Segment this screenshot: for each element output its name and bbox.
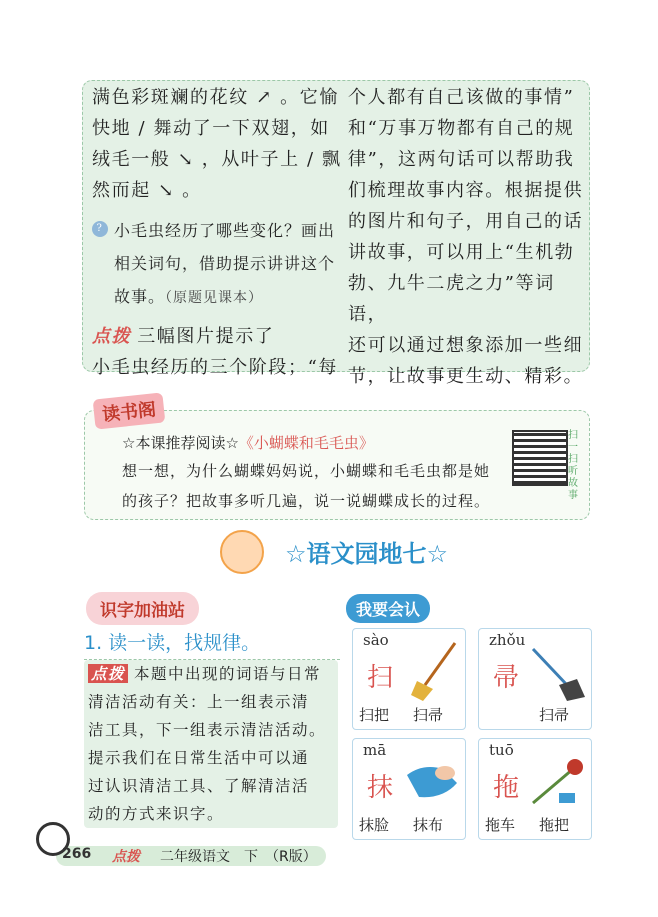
- book-title[interactable]: 《小蝴蝶和毛毛虫》: [238, 434, 374, 452]
- text-line: 们梳理故事内容。根据提供: [348, 180, 584, 201]
- tip-tag: 点拨: [92, 326, 132, 347]
- mop-icon: [529, 757, 587, 807]
- question-line-last: [92, 280, 342, 315]
- subsection-tag: 我要会认: [346, 594, 430, 623]
- char-card-ma: [352, 738, 466, 840]
- tip-line: [92, 321, 342, 352]
- tip-line: 清洁活动有关：上一组表示清: [88, 693, 310, 711]
- tip-line: 提示我们在日常生活中可以通: [88, 749, 310, 767]
- character: 拖: [493, 773, 520, 803]
- qr-code-icon[interactable]: [512, 430, 568, 486]
- word: 拖车: [485, 816, 516, 834]
- right-column: [348, 82, 584, 392]
- question: [92, 214, 342, 247]
- text-line: 勃、九牛二虎之力”等词语，: [348, 273, 555, 325]
- pinyin: tuō: [489, 741, 514, 759]
- pinyin: sào: [363, 631, 389, 649]
- char-card-tuo: [478, 738, 592, 840]
- tip-line: 过认识清洁工具、了解清洁活: [88, 777, 310, 795]
- reading-line: 想一想，为什么蝴蝶妈妈说，小蝴蝶和毛毛虫都是她: [122, 462, 491, 480]
- reading-tag: 读书阁: [93, 392, 166, 429]
- word: 抹布: [413, 816, 444, 834]
- question-icon: ?: [92, 221, 108, 237]
- subsection-tag: 识字加油站: [86, 592, 199, 625]
- question-text: 故事。: [114, 287, 166, 306]
- reading-intro: [122, 432, 374, 453]
- mascot-icon: [220, 530, 264, 574]
- page-number: 266: [62, 846, 92, 862]
- text-line: 节，让故事更生动、精彩。: [348, 366, 584, 387]
- footer-tag: 点拨: [112, 849, 140, 865]
- tip-line: 动的方式来识字。: [88, 805, 225, 823]
- reading-body: [122, 456, 512, 516]
- left-column: [92, 82, 342, 383]
- tip-text: 三幅图片提示了: [137, 326, 275, 347]
- word: 扫帚: [413, 706, 444, 724]
- text-line: 绒毛一般 ↘ ，从叶子上 / 飘: [92, 149, 342, 170]
- dustpan-broom-icon: [529, 645, 587, 703]
- text-line: 还可以通过想象添加一些细: [348, 335, 584, 356]
- character: 抹: [367, 773, 394, 803]
- pinyin: zhǒu: [489, 631, 526, 649]
- text-line: 的图片和句子，用自己的话: [348, 211, 584, 232]
- tip-line: [88, 660, 338, 688]
- text-line: 然而起 ↘ 。: [92, 180, 202, 201]
- tip-line: 小毛虫经历的三个阶段；“每: [92, 357, 339, 378]
- question-line: 小毛虫经历了哪些变化？画出: [114, 221, 336, 240]
- text-line: 个人都有自己该做的事情”: [348, 87, 575, 108]
- footer-book-title: 二年级语文 下 （R版）: [160, 849, 317, 865]
- question-line: 相关词句，借助提示讲讲这个: [114, 254, 336, 273]
- character: 扫: [367, 663, 394, 693]
- tip-text: 本题中出现的词语与日常: [134, 665, 322, 683]
- section-title: ☆语文园地七☆: [285, 540, 449, 568]
- question-note: （原题见课本）: [165, 290, 264, 306]
- text-line: 快地 / 舞动了一下双翅，如: [92, 118, 330, 139]
- char-card-sao: [352, 628, 466, 730]
- text-line: 讲故事，可以用上“生机勃: [348, 242, 575, 263]
- tip-text-block: [88, 660, 338, 828]
- text-line: 律”，这两句话可以帮助我: [348, 149, 575, 170]
- word: 扫把: [359, 706, 390, 724]
- tip-tag: 点拨: [88, 664, 128, 683]
- exercise-heading: 1. 读一读，找规律。: [84, 628, 340, 660]
- tip-line: 洁工具，下一组表示清洁活动。: [88, 721, 327, 739]
- broom-icon: [409, 641, 461, 701]
- cloth-icon: [403, 759, 461, 803]
- pinyin: mā: [363, 741, 387, 759]
- text-line: 和“万事万物都有自己的规: [348, 118, 575, 139]
- reading-line: 的孩子？把故事多听几遍，说一说蝴蝶成长的过程。: [122, 492, 491, 510]
- reading-intro-label: ☆本课推荐阅读☆: [122, 434, 239, 452]
- word: 抹脸: [359, 816, 390, 834]
- character: 帚: [493, 663, 520, 693]
- word: 扫帚: [539, 706, 570, 724]
- char-card-zhou: [478, 628, 592, 730]
- text-line: 满色彩斑斓的花纹 ↗ 。它愉: [92, 87, 339, 108]
- word: 拖把: [539, 816, 570, 834]
- qr-caption: 扫一扫听故事: [568, 430, 578, 501]
